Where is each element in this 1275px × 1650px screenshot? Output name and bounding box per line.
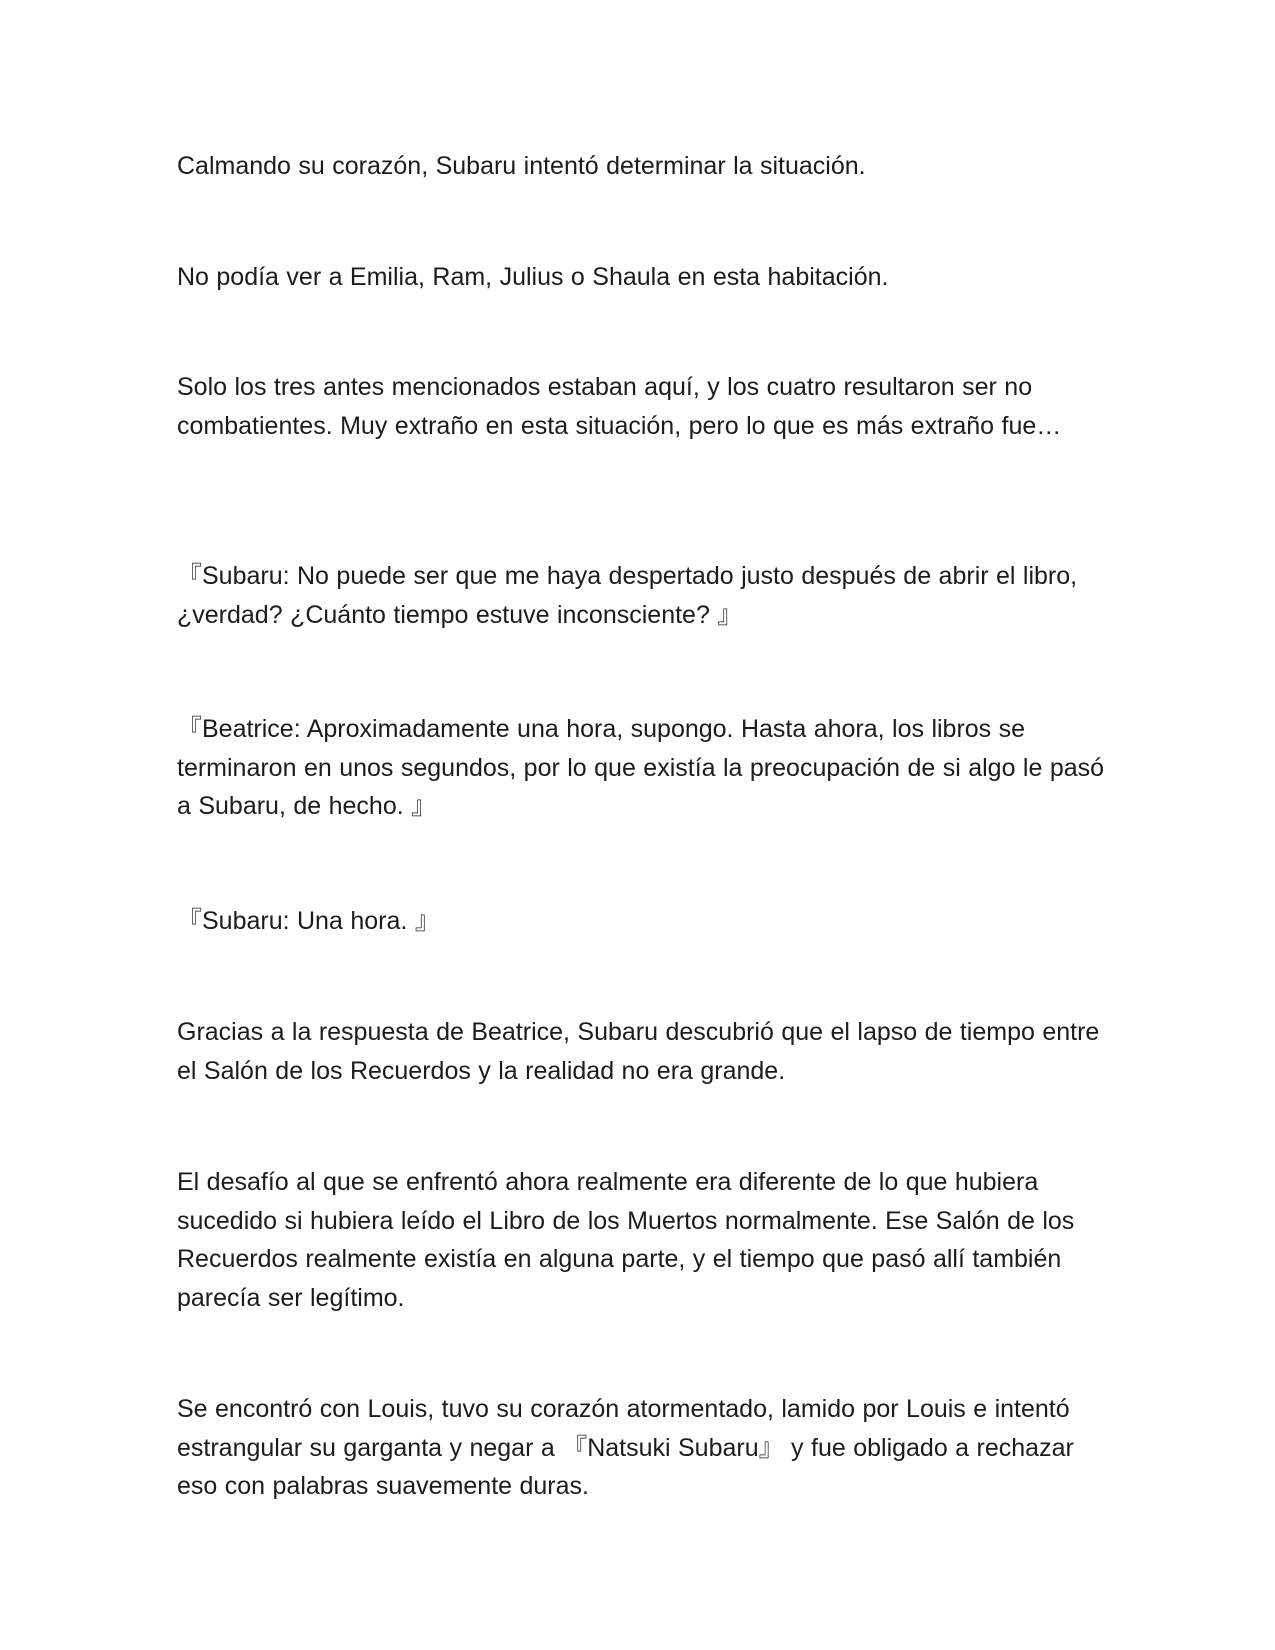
paragraph: Gracias a la respuesta de Beatrice, Subaru descubrió que el lapso de tiempo entre el Salón de los Recuerdos y la realidad no era grande. [177, 1018, 1100, 1085]
paragraph: No podía ver a Emilia, Ram, Julius o Shaula en esta habitación. [177, 263, 889, 291]
paragraph: Solo los tres antes mencionados estaban aquí, y los cuatro resultaron ser no combatientes. Muy extraño en esta situación, pero lo que es más extraño fue… [177, 373, 1062, 440]
paragraph: Se encontró con Louis, tuvo su corazón atormentado, lamido por Louis e intentó estrangular su garganta y negar a 『Natsuki Subaru』 y fue obligado a rechazar eso con palabras suavemente duras. [177, 1395, 1074, 1500]
dialogue-paragraph: 『Subaru: Una hora. 』 [177, 907, 440, 935]
paragraph: El desafío al que se enfrentó ahora realmente era diferente de lo que hubiera sucedido si hubiera leído el Libro de los Muertos normalmente. Ese Salón de los Recuerdos realmente existía en alguna parte, y el tiempo que pasó allí también parecía ser legítimo. [177, 1168, 1075, 1312]
paragraph: Calmando su corazón, Subaru intentó determinar la situación. [177, 152, 866, 180]
dialogue-paragraph: 『Beatrice: Aproximadamente una hora, supongo. Hasta ahora, los libros se terminaron en unos segundos, por lo que existía la preocupación de si algo le pasó a Subaru, de hecho. 』 [177, 715, 1105, 820]
dialogue-paragraph: 『Subaru: No puede ser que me haya despertado justo después de abrir el libro, ¿verdad? ¿Cuánto tiempo estuve inconsciente? 』 [177, 562, 1078, 629]
